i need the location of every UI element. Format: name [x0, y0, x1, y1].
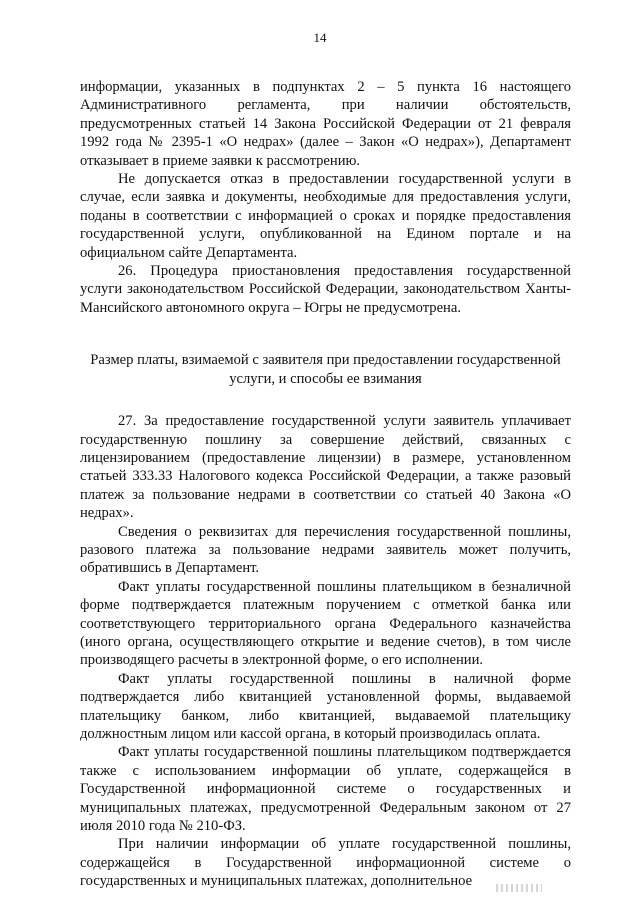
document-body — [80, 78, 571, 891]
paragraph-item-26: 26. Процедура приостановления предоставления государственной услуги законодательством Российской Федерации, законодательством Ханты-Мансийского автономного округа – Югры не предусмотрена. — [80, 263, 571, 316]
section-heading: Размер платы, взимаемой с заявителя при предоставлении государственной услуги, и способы ее взимания — [90, 352, 561, 387]
scan-artifact — [496, 884, 542, 892]
paragraph-cashless-payment: Факт уплаты государственной пошлины плательщиком в безналичной форме подтверждается платежным поручением с отметкой банка или соответствующего территориального органа Федерального казначейства (иного органа, осуществляющего открытие и ведение счетов), в том числе производящего расчеты в электронной форме, о его исполнении. — [80, 578, 571, 669]
paragraph-gis-info: При наличии информации об уплате государственной пошлины, содержащейся в Государственной информационной системе о государственных и муниципальных платежах, дополнительное — [80, 836, 571, 890]
paragraph-payment-details: Сведения о реквизитах для перечисления государственной пошлины, разового платежа за пользование недрами заявитель может получить, обратившись в Департамент. — [80, 523, 571, 577]
page-number: 14 — [313, 30, 327, 45]
paragraph-gis-payment: Факт уплаты государственной пошлины плательщиком подтверждается также с использованием информации об уплате, содержащейся в Государственной информационной системе о государственных и муниципальных платежах, предусмотренной Федеральным законом от 27 июля 2010 года № 210-ФЗ. — [80, 744, 571, 835]
paragraph-item-27: 27. За предоставление государственной услуги заявитель уплачивает государственную пошлину за совершение действий, связанных с лицензированием (предоставление лицензии) в размере, установленном статьей 333.33 Налогового кодекса Российской Федерации, а также разовый платеж за пользование недрами в соответствии со статьей 40 Закона «О недрах». — [80, 413, 571, 522]
paragraph-refusal-not-allowed: Не допускается отказ в предоставлении государственной услуги в случае, если заявка и документы, необходимые для предоставления услуги, поданы в соответствии с информацией о сроках и порядке предоставления государственной услуги, опубликованной на Едином портале и на официальном сайте Департамента. — [80, 171, 571, 261]
paragraph-cash-payment: Факт уплаты государственной пошлины в наличной форме подтверждается либо квитанцией установленной формы, выдаваемой плательщику банком, либо квитанцией, выдаваемой плательщику должностным лицом или кассой органа, в который производилась оплата. — [80, 670, 571, 742]
paragraph-continuation: информации, указанных в подпунктах 2 – 5 пункта 16 настоящего Административного регламента, при наличии обстоятельств, предусмотренных статьей 14 Закона Российской Федерации от 21 февраля 1992 года № 2395-1 «О недрах» (далее – Закон «О недрах»), Департамент отказывает в приеме заявки к рассмотрению. — [80, 79, 571, 169]
